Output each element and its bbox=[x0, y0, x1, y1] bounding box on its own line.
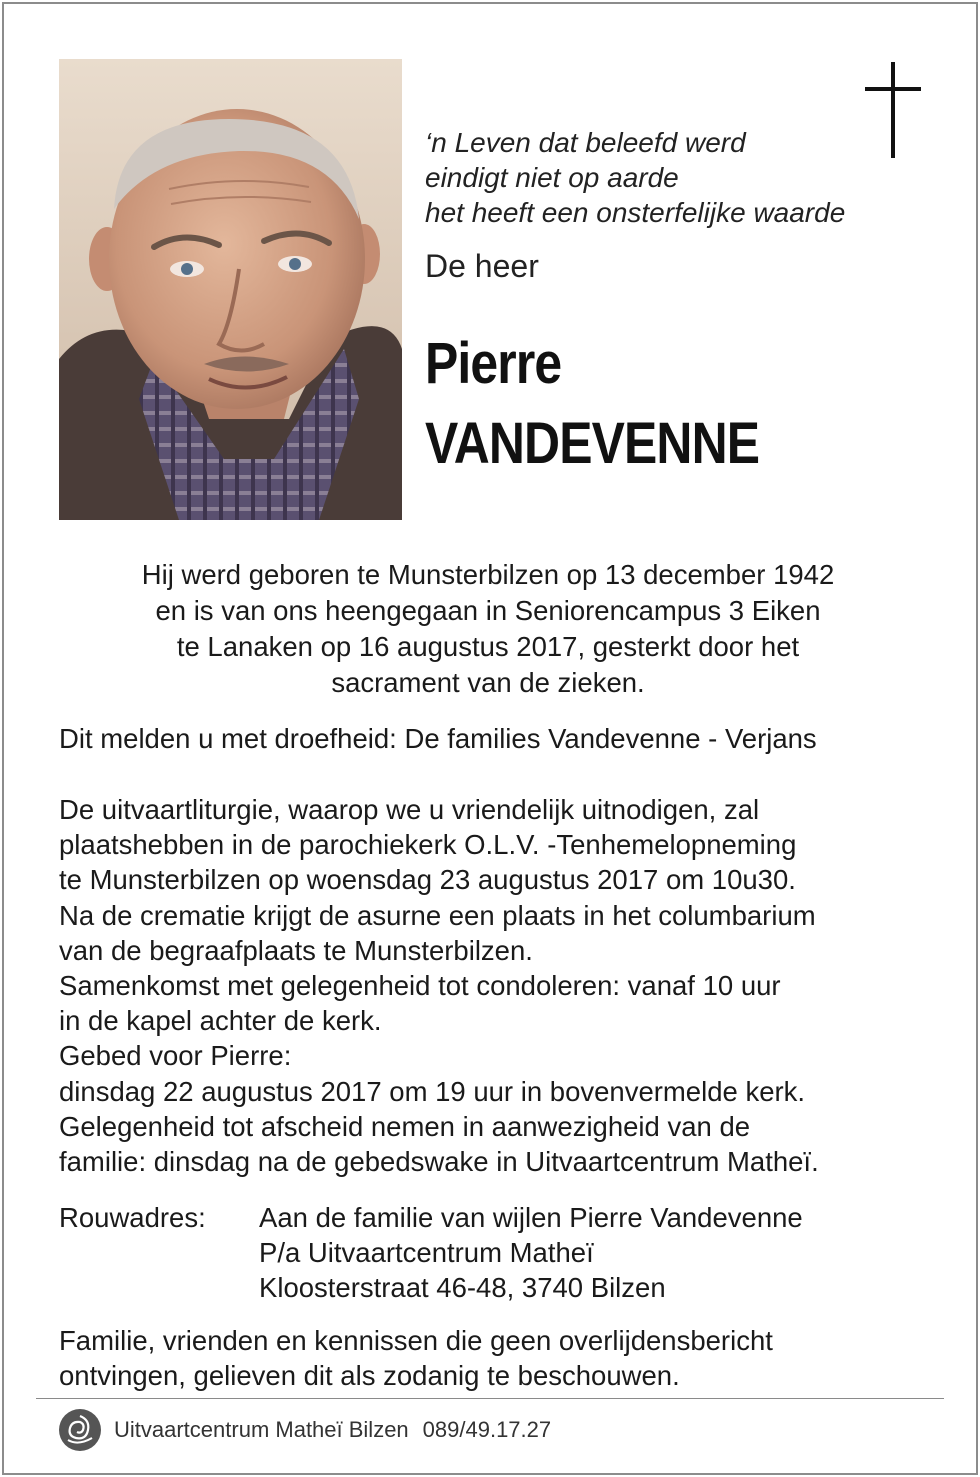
poem-line: eindigt niet op aarde bbox=[425, 162, 679, 193]
ceremony-line: Gebed voor Pierre: bbox=[59, 1040, 292, 1072]
poem bbox=[425, 125, 945, 230]
ceremony-line: in de kapel achter de kerk. bbox=[59, 1005, 382, 1037]
address-line: Aan de familie van wijlen Pierre Vandevenne bbox=[259, 1202, 803, 1233]
honorific: De heer bbox=[425, 248, 539, 284]
poem-line: ‘n Leven dat beleefd werd bbox=[425, 127, 746, 158]
footer bbox=[58, 1408, 551, 1452]
footer-divider bbox=[36, 1398, 944, 1399]
portrait-photo bbox=[59, 59, 402, 520]
closing-note bbox=[59, 1323, 939, 1393]
company-phone: 089/49.17.27 bbox=[422, 1417, 552, 1442]
rose-logo-icon bbox=[58, 1408, 102, 1452]
poem-line: het heeft een onsterfelijke waarde bbox=[425, 197, 846, 228]
ceremony-line: dinsdag 22 augustus 2017 om 19 uur in bovenvermelde kerk. bbox=[59, 1075, 806, 1107]
closing-line: Familie, vrienden en kennissen die geen overlijdensbericht bbox=[59, 1325, 773, 1356]
ceremony-line: te Munsterbilzen op woensdag 23 augustus 2017 om 10u30. bbox=[59, 864, 796, 896]
announcement-line: sacrament van de zieken. bbox=[331, 667, 645, 698]
announcement-line: en is van ons heengegaan in Seniorencampus 3 Eiken bbox=[155, 595, 821, 626]
ceremony-line: De uitvaartliturgie, waarop we u vriendelijk uitnodigen, zal bbox=[59, 794, 760, 825]
closing-line: ontvingen, gelieven dit als zodanig te beschouwen. bbox=[59, 1360, 680, 1392]
address-label: Rouwadres: bbox=[59, 1202, 206, 1233]
families-text: Dit melden u met droefheid: De families Vandevenne - Verjans bbox=[59, 723, 817, 754]
announcement-line: te Lanaken op 16 augustus 2017, gesterkt door het bbox=[176, 631, 800, 662]
ceremony-line: Samenkomst met gelegenheid tot condoleren: vanaf 10 uur bbox=[59, 970, 781, 1002]
last-name: VANDEVENNE bbox=[425, 411, 760, 476]
address-line: P/a Uitvaartcentrum Matheï bbox=[259, 1237, 594, 1268]
address-lines bbox=[259, 1200, 803, 1305]
ceremony-line: Na de crematie krijgt de asurne een plaats in het columbarium bbox=[59, 899, 816, 931]
address-line: Kloosterstraat 46-48, 3740 Bilzen bbox=[259, 1272, 666, 1303]
first-name: Pierre bbox=[425, 331, 562, 396]
announcement-line: Hij werd geboren te Munsterbilzen op 13 december 1942 bbox=[141, 559, 835, 590]
families-line bbox=[59, 721, 939, 756]
ceremony-line: Gelegenheid tot afscheid nemen in aanwezigheid van de bbox=[59, 1110, 751, 1142]
ceremony-line: plaatshebben in de parochiekerk O.L.V. -Tenhemelopneming bbox=[59, 829, 797, 861]
company-name: Uitvaartcentrum Matheï Bilzen bbox=[114, 1417, 409, 1442]
ceremony-line: familie: dinsdag na de gebedswake in Uitvaartcentrum Matheï. bbox=[59, 1146, 819, 1178]
ceremony-line: van de begraafplaats te Munsterbilzen. bbox=[59, 934, 533, 966]
announcement bbox=[40, 557, 936, 701]
ceremony-details bbox=[59, 792, 939, 1179]
